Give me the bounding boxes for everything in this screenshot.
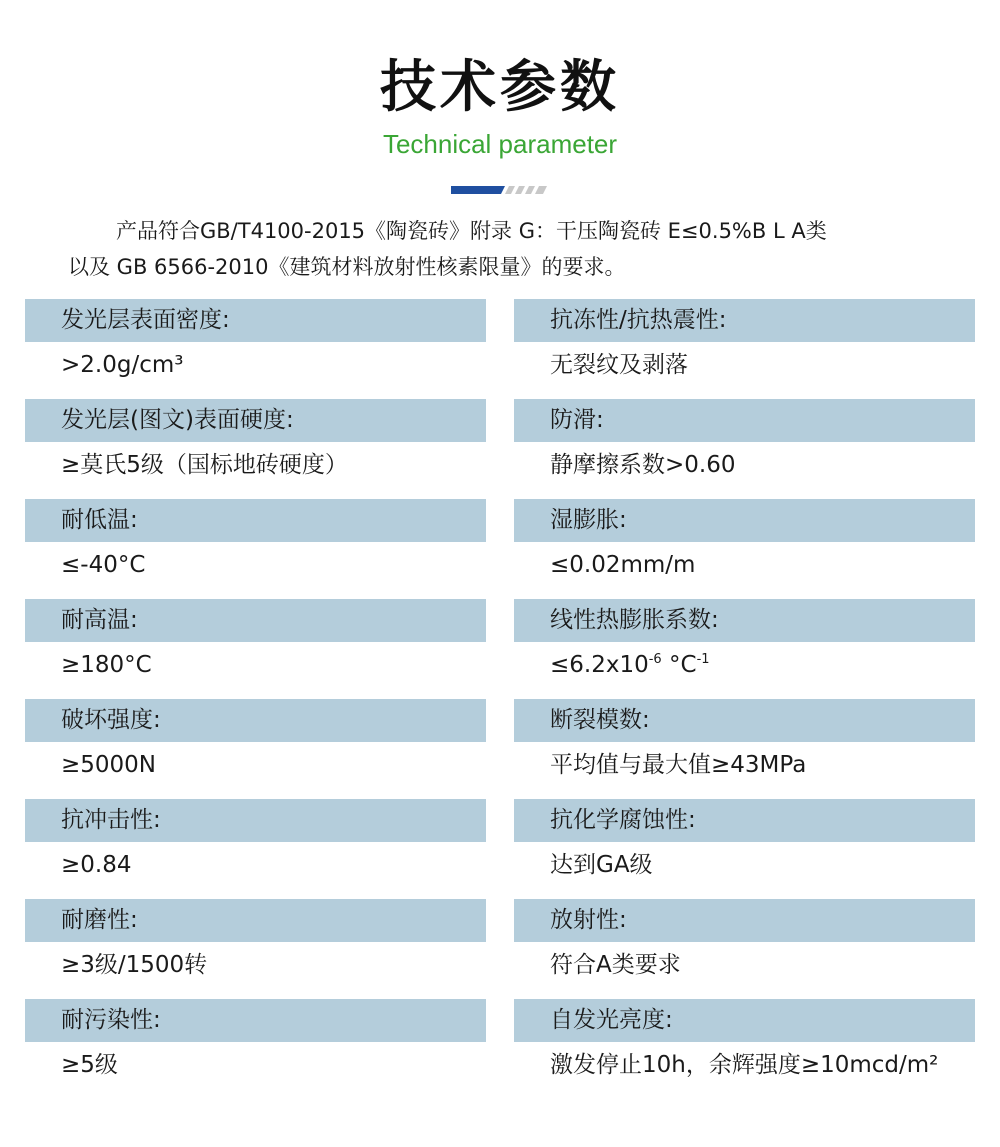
param-block <box>25 699 486 799</box>
param-label: 抗冲击性: <box>25 799 486 842</box>
page-title: 技术参数 <box>380 55 620 120</box>
param-block <box>25 799 486 899</box>
intro-line-1: 产品符合GB/T4100-2015《陶瓷砖》附录 G：干压陶瓷砖 E≤0.5%B L A类 <box>116 219 827 243</box>
param-value: 激发停止10h，余辉强度≥10mcd/m² <box>550 1052 939 1078</box>
param-block <box>514 699 975 799</box>
param-value: 静摩擦系数>0.60 <box>550 452 736 478</box>
param-value-unit: °C <box>661 652 697 678</box>
param-value <box>514 642 975 686</box>
param-value: 达到GA级 <box>550 852 653 878</box>
param-value-main: ≤6.2x10 <box>550 652 649 678</box>
param-block <box>514 299 975 399</box>
param-label: 耐低温: <box>25 499 486 542</box>
param-label: 湿膨胀: <box>514 499 975 542</box>
param-label: 放射性: <box>514 899 975 942</box>
param-block <box>25 499 486 599</box>
param-value: ≥莫氏5级（国标地砖硬度） <box>61 452 348 478</box>
param-block <box>514 899 975 999</box>
param-block <box>25 899 486 999</box>
param-label: 线性热膨胀系数: <box>514 599 975 642</box>
param-block <box>514 499 975 599</box>
param-value: ≥0.84 <box>61 852 132 878</box>
param-value: ≥5级 <box>61 1052 118 1078</box>
param-value: ≥5000N <box>61 752 157 778</box>
intro-line-2: 以及 GB 6566-2010《建筑材料放射性核素限量》的要求。 <box>68 255 626 279</box>
param-label: 发光层(图文)表面硬度: <box>25 399 486 442</box>
param-value: ≤-40°C <box>61 552 146 578</box>
param-block <box>25 599 486 699</box>
param-value: ≥180°C <box>61 652 152 678</box>
param-label: 抗冻性/抗热震性: <box>514 299 975 342</box>
param-label: 耐污染性: <box>25 999 486 1042</box>
param-label: 破坏强度: <box>25 699 486 742</box>
param-label: 断裂模数: <box>514 699 975 742</box>
title-divider-decoration <box>451 186 551 194</box>
param-label: 发光层表面密度: <box>25 299 486 342</box>
param-value: ≥3级/1500转 <box>61 952 208 978</box>
param-block <box>514 799 975 899</box>
param-value: 平均值与最大值≥43MPa <box>550 752 807 778</box>
param-value-exponent: -6 <box>648 652 662 667</box>
param-value: ≤0.02mm/m <box>550 552 696 578</box>
param-label: 抗化学腐蚀性: <box>514 799 975 842</box>
param-label: 耐磨性: <box>25 899 486 942</box>
param-value: 无裂纹及剥落 <box>550 352 688 378</box>
param-block <box>514 999 975 1099</box>
params-left-column <box>25 299 486 1099</box>
param-block <box>25 399 486 499</box>
page-subtitle: Technical parameter <box>382 129 618 159</box>
params-right-column <box>514 299 975 1099</box>
param-block <box>514 599 975 699</box>
param-value-unit-exponent: -1 <box>696 652 710 667</box>
param-label: 防滑: <box>514 399 975 442</box>
param-block <box>514 399 975 499</box>
param-value: 符合A类要求 <box>550 952 681 978</box>
param-value: >2.0g/cm³ <box>61 352 184 378</box>
param-label: 耐高温: <box>25 599 486 642</box>
param-label: 自发光亮度: <box>514 999 975 1042</box>
param-block <box>25 299 486 399</box>
intro-paragraph <box>68 213 948 285</box>
param-block <box>25 999 486 1099</box>
